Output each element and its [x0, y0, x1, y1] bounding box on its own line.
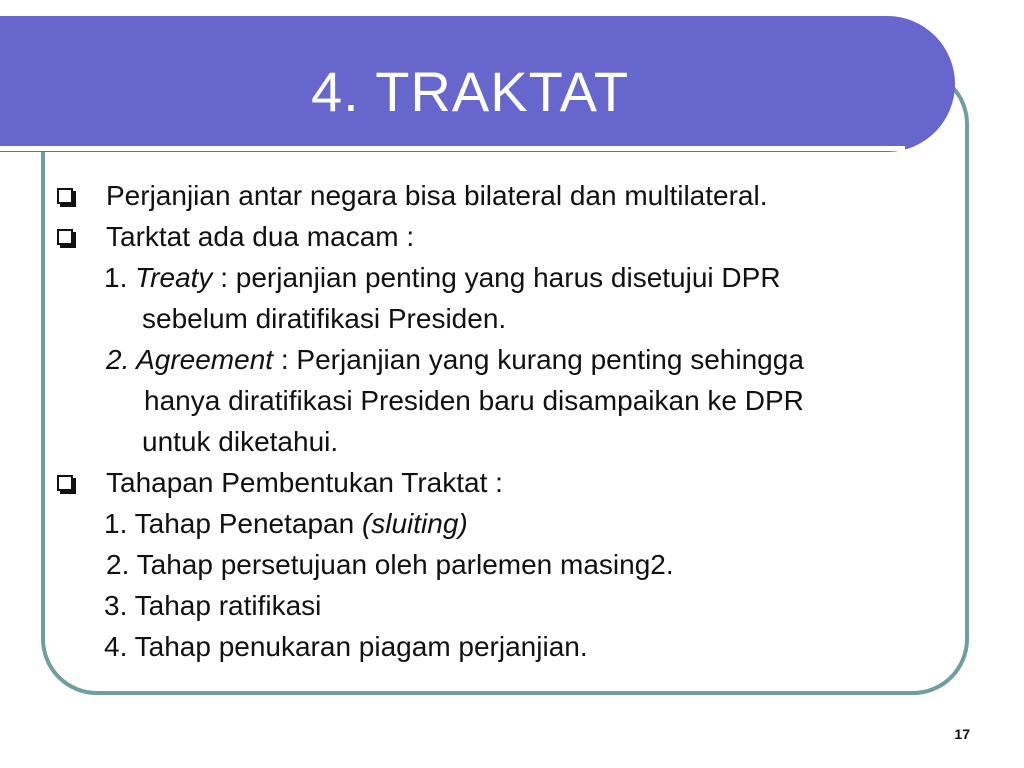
slide-body [52, 175, 962, 667]
sub-item-text: hanya diratifikasi Presiden baru disampaikan ke DPR [144, 385, 804, 416]
sub-item-number: 1. [104, 262, 136, 293]
checkbox-bullet-icon [57, 229, 73, 245]
sub-item-text [104, 257, 781, 298]
sub-item [52, 585, 962, 626]
sub-item-continuation [52, 298, 962, 339]
sub-item-text: 2. Tahap persetujuan oleh parlemen masing2. [106, 549, 674, 580]
sub-item-desc: 1. Tahap Penetapan [104, 508, 362, 539]
sub-item [52, 626, 962, 667]
sub-item-text: untuk diketahui. [142, 426, 339, 457]
bullet-text: Tarktat ada dua macam : [106, 221, 415, 252]
checkbox-bullet-icon [57, 475, 73, 491]
bullet-item [52, 175, 962, 216]
page-number: 17 [954, 726, 970, 742]
sub-item-desc: : perjanjian penting yang harus disetujui DPR [212, 262, 781, 293]
term-sluiting: (sluiting) [361, 508, 468, 539]
sub-item [52, 257, 962, 298]
sub-item-text [106, 339, 804, 380]
bullet-item [52, 216, 962, 257]
sub-item [52, 503, 962, 544]
bullet-text: Perjanjian antar negara bisa bilateral dan multilateral. [106, 180, 768, 211]
title-underline [0, 146, 905, 151]
bullet-text: Tahapan Pembentukan Traktat : [106, 467, 503, 498]
term-treaty: Treaty [135, 262, 213, 293]
title-bar [0, 16, 955, 152]
checkbox-bullet-icon [57, 188, 73, 204]
sub-item-text: 3. Tahap ratifikasi [104, 590, 322, 621]
sub-item [52, 544, 962, 585]
sub-item [52, 339, 962, 380]
slide-title: 4. TRAKTAT [310, 60, 630, 123]
sub-item-text [104, 503, 468, 544]
sub-item-continuation [52, 380, 962, 421]
sub-item-text: sebelum diratifikasi Presiden. [142, 303, 507, 334]
sub-item-continuation [52, 421, 962, 462]
term-agreement: 2. Agreement [106, 344, 274, 375]
sub-item-text: 4. Tahap penukaran piagam perjanjian. [104, 631, 588, 662]
bullet-item [52, 462, 962, 503]
sub-item-desc: : Perjanjian yang kurang penting sehingga [273, 344, 804, 375]
